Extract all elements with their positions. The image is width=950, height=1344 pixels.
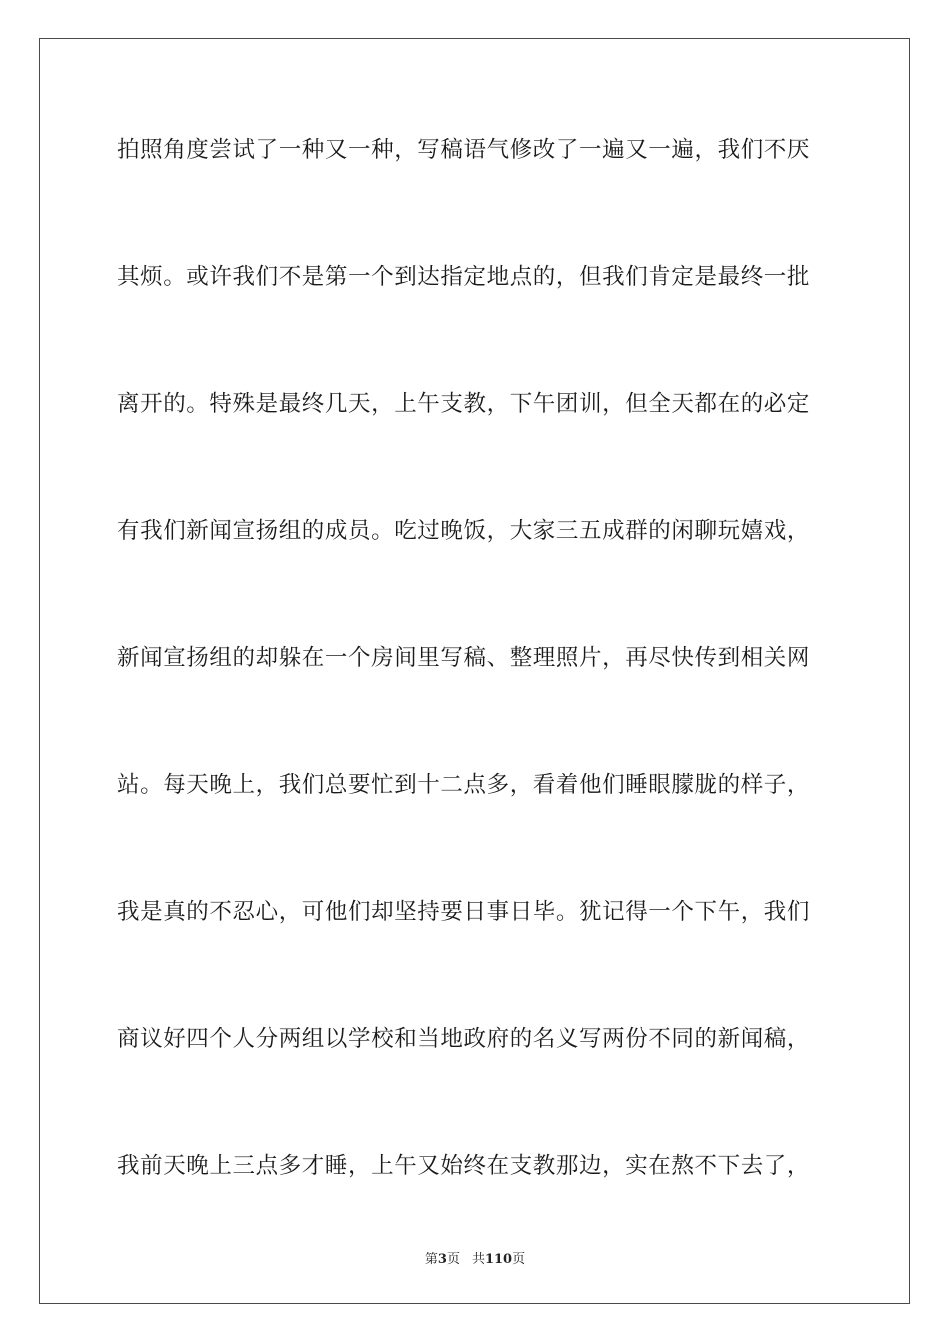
text-line: 商议好四个人分两组以学校和当地政府的名义写两份不同的新闻稿， [117, 1026, 811, 1052]
text-line: 拍照角度尝试了一种又一种，写稿语气修改了一遍又一遍，我们不厌 [117, 137, 811, 163]
text-line: 我前天晚上三点多才睡，上午又始终在支教那边，实在熬不下去了， [117, 1153, 811, 1179]
text-line: 新闻宣扬组的却躲在一个房间里写稿、整理照片，再尽快传到相关网 [117, 645, 811, 671]
total-pages-indicator [472, 1248, 525, 1267]
current-page-indicator [425, 1248, 460, 1267]
text-line: 站。每天晚上，我们总要忙到十二点多，看着他们睡眼朦胧的样子， [117, 772, 811, 798]
page-suffix: 页 [446, 1252, 460, 1267]
page-number: 3 [437, 1252, 447, 1267]
total-pages-number: 110 [484, 1252, 513, 1267]
text-line: 我是真的不忍心，可他们却坚持要日事日毕。犹记得一个下午，我们 [117, 899, 811, 925]
page-footer [0, 1248, 950, 1267]
text-line: 其烦。或许我们不是第一个到达指定地点的，但我们肯定是最终一批 [117, 264, 811, 290]
text-line: 有我们新闻宣扬组的成员。吃过晚饭，大家三五成群的闲聊玩嬉戏， [117, 518, 811, 544]
document-body [117, 120, 837, 1263]
total-prefix: 共 [471, 1252, 485, 1267]
text-line: 离开的。特殊是最终几天，上午支教，下午团训，但全天都在的必定 [117, 391, 811, 417]
page-prefix: 第 [424, 1252, 438, 1267]
total-suffix: 页 [512, 1252, 526, 1267]
